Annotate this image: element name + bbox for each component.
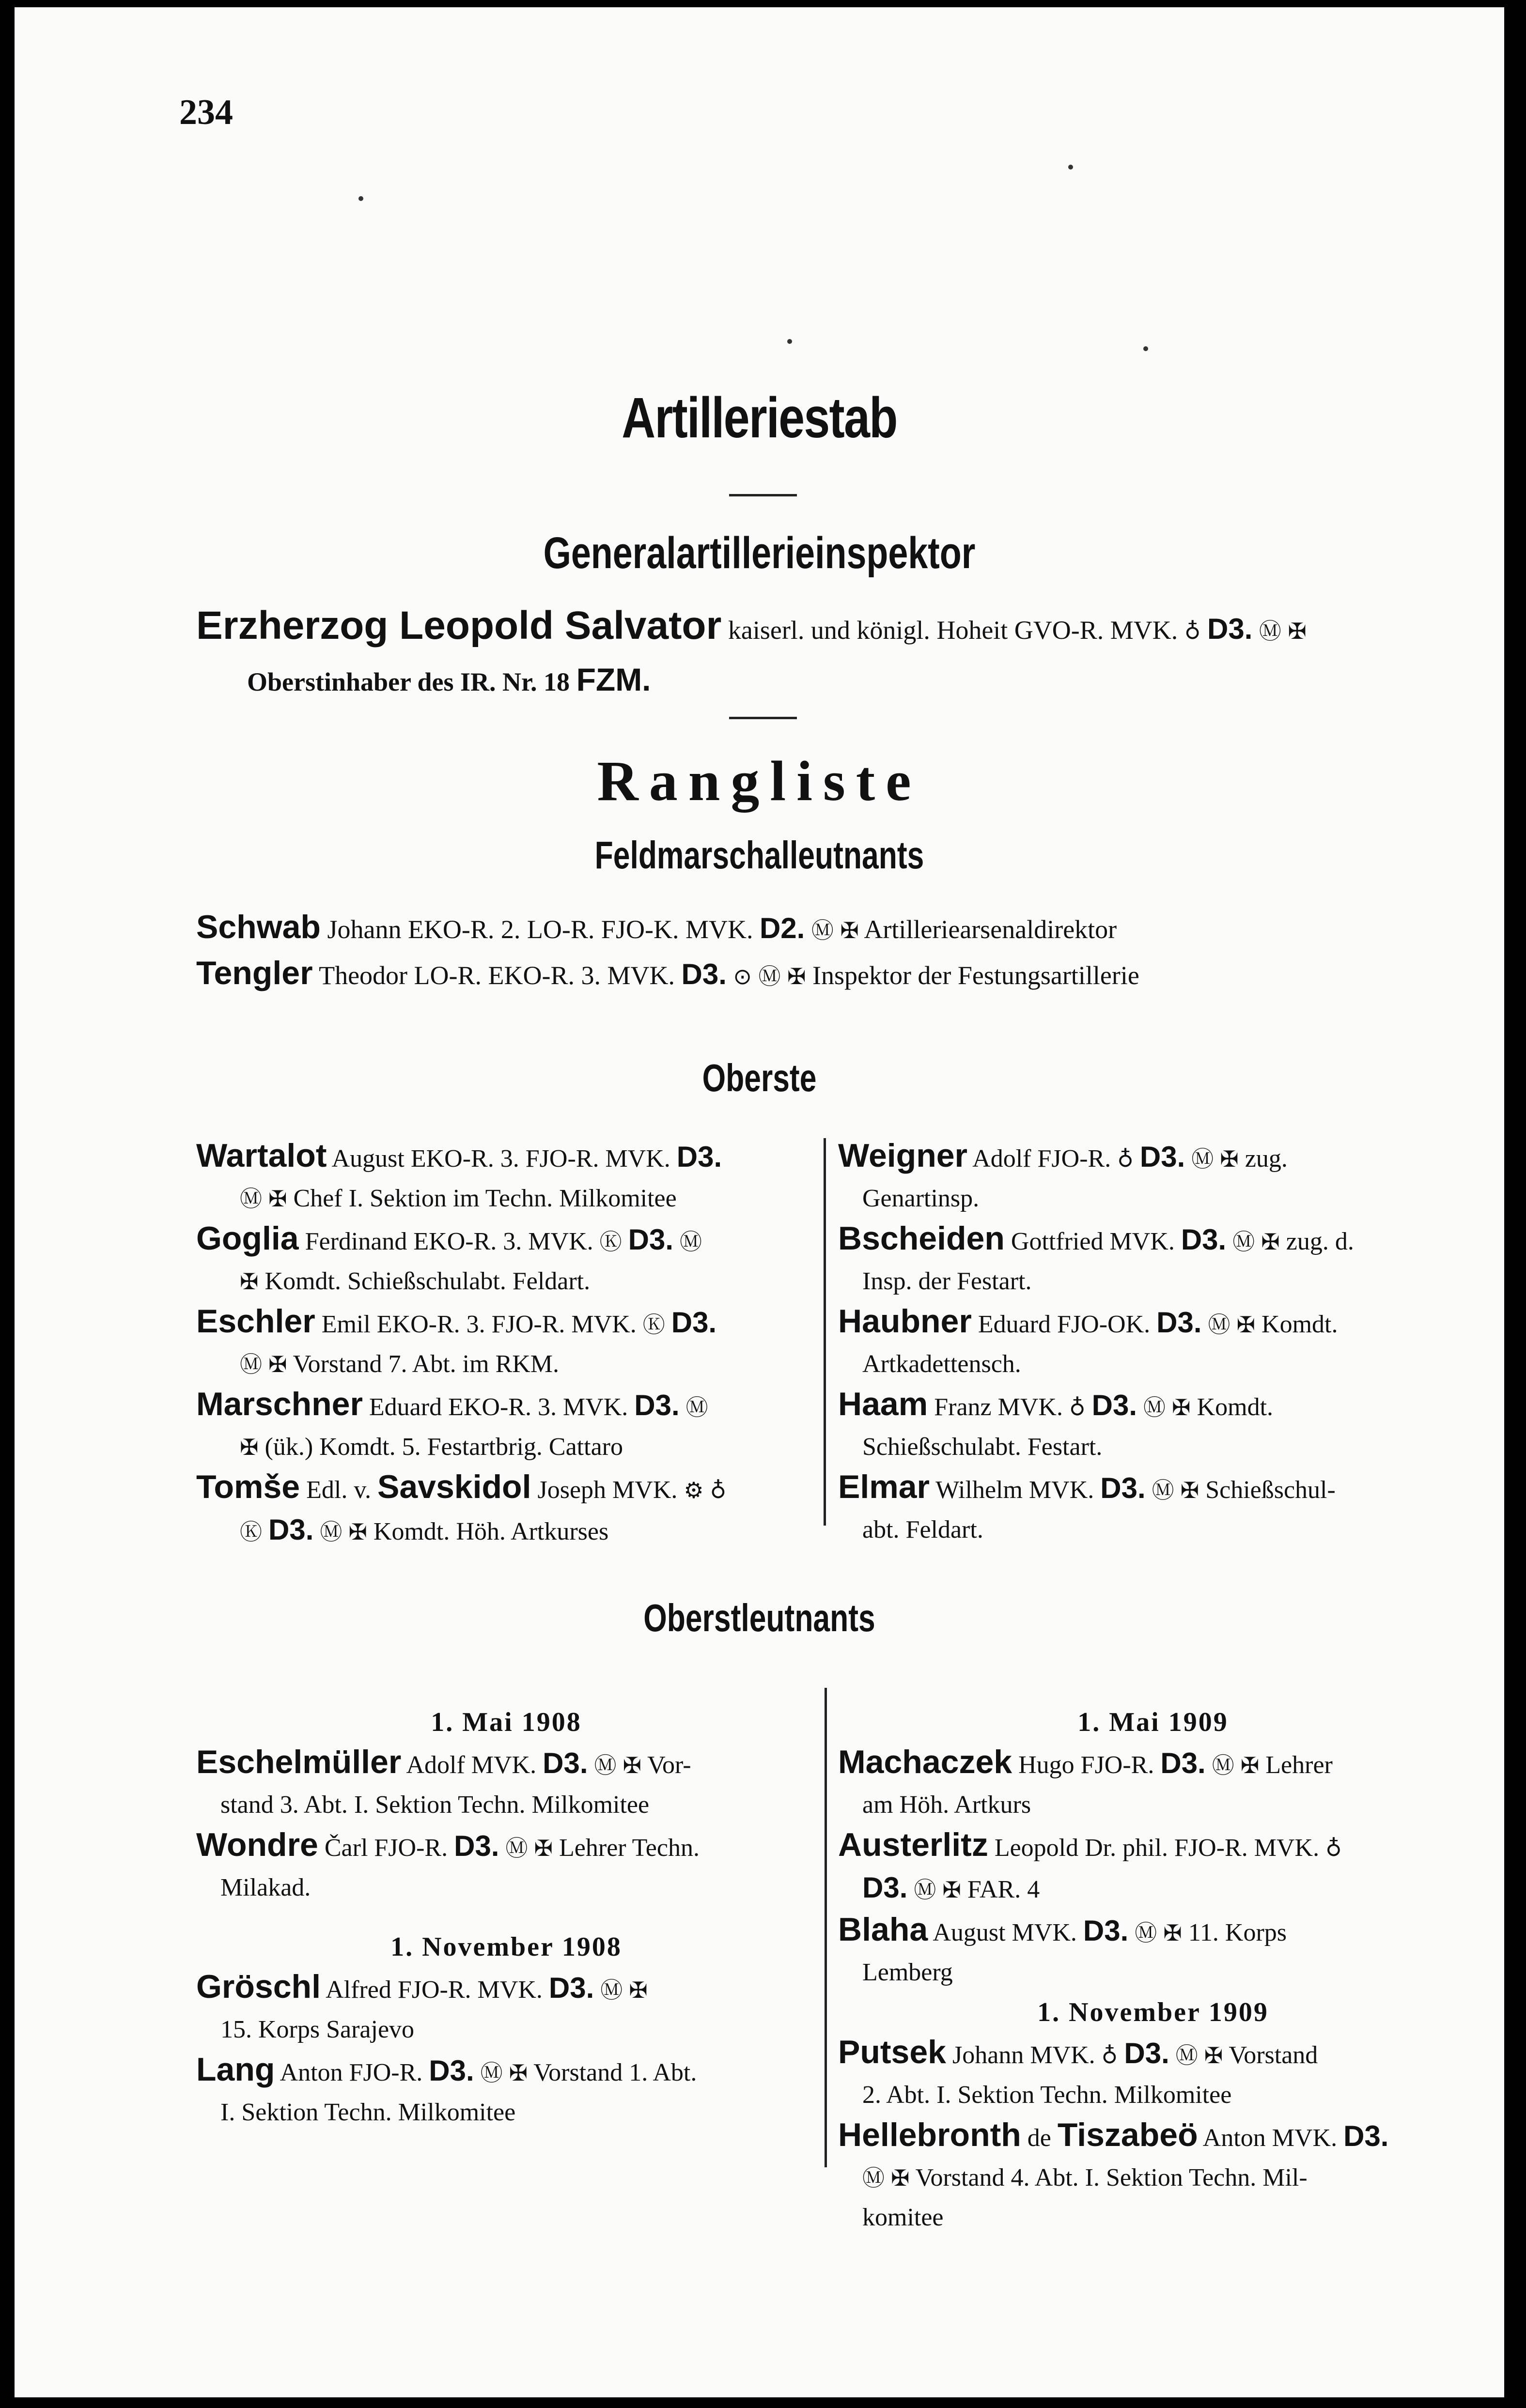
- post: Komdt.: [1261, 1311, 1338, 1338]
- class-d: D3.: [454, 1830, 499, 1862]
- post: Vorstand 1. Abt.: [533, 2059, 697, 2086]
- seniority-date: 1. Mai 1909: [1077, 1707, 1229, 1737]
- officer-name: Haubner: [838, 1303, 972, 1340]
- page-title: Artilleriestab: [622, 386, 897, 450]
- name-particle: Edl. v.: [306, 1476, 371, 1504]
- medal-m-icon: Ⓜ: [1175, 2042, 1198, 2068]
- oberstleutnant-entry: [196, 1967, 816, 2010]
- double-ring-icon: ⚙: [684, 1477, 704, 1503]
- cross-icon: ✠: [840, 917, 859, 943]
- medal-m-icon: Ⓜ: [594, 1752, 617, 1778]
- ring-icon: ♁: [1101, 2042, 1118, 2068]
- decorations: August EKO-R. 3. FJO-R. MVK.: [331, 1145, 670, 1173]
- oberst-entry: [838, 1384, 1468, 1427]
- decorations: Ferdinand EKO-R. 3. MVK.: [305, 1228, 593, 1255]
- decorations: Čarl FJO-R.: [324, 1834, 448, 1862]
- officer-name: Weigner: [838, 1137, 968, 1174]
- class-d: D3.: [1160, 1747, 1206, 1779]
- officer-name: Lang: [196, 2051, 275, 2088]
- post: zug.: [1245, 1145, 1288, 1173]
- medal-m-icon: Ⓜ: [1135, 1920, 1157, 1946]
- medal-m-icon: Ⓜ: [505, 1835, 528, 1861]
- post: zug. d.: [1286, 1228, 1354, 1255]
- name-particle: de: [1027, 2124, 1051, 2152]
- medal-m-icon: Ⓜ: [1232, 1229, 1255, 1255]
- decorations: August MVK.: [933, 1919, 1077, 1946]
- ring-icon: ♁: [1069, 1394, 1086, 1420]
- officer-name: Tomše: [196, 1468, 300, 1505]
- medal-m-icon: Ⓜ: [1143, 1394, 1166, 1420]
- decorations: Hugo FJO-R.: [1018, 1751, 1154, 1779]
- officer-name: Gröschl: [196, 1968, 321, 2005]
- officer-name: Schwab: [196, 909, 321, 945]
- decorations: LO-R. EKO-R. 3. MVK.: [414, 961, 675, 990]
- post: Artilleriearsenaldirektor: [864, 915, 1117, 944]
- medal-m-icon: Ⓜ: [1191, 1146, 1214, 1172]
- oberst-entry: [196, 1301, 816, 1344]
- cross-icon: ✠: [1288, 618, 1307, 644]
- oberstleutnant-entry: [196, 1825, 816, 1868]
- cross-icon: ✠: [1180, 1477, 1199, 1503]
- oberst-entry-cont: [196, 1344, 816, 1384]
- post: Inspektor der Festungsartillerie: [812, 961, 1139, 990]
- cross-icon: ✠: [623, 1752, 642, 1778]
- cross-icon: ✠: [240, 1268, 259, 1295]
- officer-name: Austerlitz: [838, 1826, 988, 1863]
- officer-name: Putsek: [838, 2034, 946, 2070]
- decorations: Anton FJO-R.: [280, 2059, 423, 2086]
- class-d: D3.: [1139, 1141, 1185, 1173]
- officer-name: Wondre: [196, 1826, 318, 1863]
- oberst-entry-cont: [196, 1179, 816, 1219]
- oberstleutnant-entry: [838, 2115, 1468, 2158]
- oberstleutnants-left-column: [196, 1702, 816, 2132]
- class-d: D3.: [548, 1972, 594, 2004]
- seniority-date: 1. November 1909: [1037, 1997, 1269, 2027]
- officer-name: Hellebronth: [838, 2116, 1021, 2153]
- oberstleutnant-entry-cont: 15. Korps Sarajevo: [220, 2016, 415, 2043]
- oberstleutnant-entry-cont: [838, 2158, 1468, 2198]
- medal-m-icon: Ⓜ: [240, 1351, 262, 1377]
- decorations: Alfred FJO-R. MVK.: [326, 1976, 543, 2004]
- divider: [729, 494, 797, 496]
- oberst-entry-cont: [196, 1510, 816, 1552]
- oberst-entry: [196, 1467, 816, 1510]
- given-name: Johann: [327, 915, 402, 944]
- class-d: D3.: [543, 1747, 588, 1779]
- officer-name: Eschler: [196, 1303, 315, 1340]
- class-d: D3.: [676, 1141, 722, 1173]
- oberste-left-column: [196, 1136, 816, 1552]
- oberstleutnant-entry-cont: Lemberg: [862, 1959, 953, 1986]
- medal-m-icon: Ⓜ: [758, 963, 781, 989]
- post: Lehrer: [1265, 1751, 1333, 1779]
- column-divider: [825, 1688, 827, 2167]
- post: Schießschul-: [1205, 1476, 1336, 1504]
- officer-predicate: Savskidol: [377, 1468, 531, 1505]
- oberst-entry-cont: [196, 1427, 816, 1467]
- fml-entry: [196, 954, 1139, 992]
- oberste-right-column: [838, 1136, 1468, 1550]
- medal-k-icon: Ⓚ: [642, 1312, 665, 1338]
- class-d: D3.: [1343, 2120, 1389, 2152]
- medal-m-icon: Ⓜ: [320, 1519, 343, 1545]
- oberstleutnant-entry-cont: 2. Abt. I. Sektion Techn. Milkomitee: [862, 2081, 1232, 2109]
- oberst-entry: [838, 1301, 1468, 1344]
- oberst-entry: [838, 1467, 1468, 1510]
- cross-icon: ✠: [1172, 1394, 1191, 1420]
- medal-m-icon: Ⓜ: [685, 1394, 708, 1420]
- generalinspektor-details: kaiserl. und königl. Hoheit GVO-R. MVK.: [728, 616, 1178, 645]
- cross-icon: ✠: [1163, 1920, 1182, 1946]
- class-d: D3.: [671, 1306, 717, 1339]
- oberst-entry: [838, 1219, 1468, 1262]
- cross-icon: ✠: [629, 1977, 648, 2003]
- decorations: Anton MVK.: [1202, 2124, 1338, 2152]
- post: 11. Korps: [1188, 1919, 1287, 1946]
- fml-heading: Feldmarschalleutnants: [594, 834, 924, 877]
- class-d: D3.: [1083, 1914, 1129, 1947]
- medal-k-icon: Ⓚ: [240, 1519, 262, 1545]
- medal-m-icon: Ⓜ: [811, 917, 834, 943]
- decorations: Eduard FJO-OK.: [978, 1311, 1151, 1338]
- post: Lehrer Techn.: [559, 1834, 700, 1862]
- officer-name: Machaczek: [838, 1744, 1012, 1780]
- generalinspektor-rank: FZM.: [576, 662, 651, 697]
- cross-icon: ✠: [240, 1434, 259, 1460]
- oberstleutnant-entry: [838, 1742, 1468, 1785]
- oberstleutnant-entry-cont: Milakad.: [220, 1874, 311, 1901]
- cross-icon: ✠: [1220, 1146, 1239, 1172]
- oberst-entry-cont: Insp. der Festart.: [862, 1267, 1032, 1295]
- oberstleutnant-entry: [838, 1910, 1468, 1953]
- class-d: D3.: [268, 1513, 314, 1546]
- medal-m-icon: Ⓜ: [680, 1229, 702, 1255]
- oberstleutnant-entry-cont: stand 3. Abt. I. Sektion Techn. Milkomitee: [220, 1791, 650, 1819]
- post: Vorstand 7. Abt. im RKM.: [293, 1350, 560, 1378]
- decorations: Gottfried MVK.: [1011, 1228, 1175, 1255]
- oberste-heading: Oberste: [702, 1056, 817, 1099]
- medal-m-icon: Ⓜ: [1212, 1752, 1234, 1778]
- oberstleutnant-entry: [196, 1742, 816, 1785]
- generalinspektor-inhaber: Oberstinhaber des IR. Nr. 18: [247, 667, 570, 696]
- oberst-entry-cont: Genartinsp.: [862, 1185, 980, 1212]
- oberstleutnant-entry-cont: am Höh. Artkurs: [862, 1791, 1031, 1819]
- cross-icon: ✠: [348, 1519, 367, 1545]
- officer-name: Blaha: [838, 1911, 928, 1948]
- officer-name: Marschner: [196, 1386, 363, 1422]
- oberstleutnants-heading: Oberstleutnants: [643, 1596, 875, 1639]
- medal-m-icon: Ⓜ: [862, 2165, 885, 2191]
- decorations: Emil EKO-R. 3. FJO-R. MVK.: [321, 1311, 637, 1338]
- medal-m-icon: Ⓜ: [240, 1186, 262, 1212]
- generalinspektor-heading: Generalartillerieinspektor: [543, 528, 976, 578]
- medal-m-icon: Ⓜ: [1259, 618, 1281, 644]
- oberstleutnant-entry-cont: komitee: [862, 2204, 944, 2231]
- generalinspektor-name: Erzherzog Leopold Salvator: [196, 603, 722, 648]
- cross-icon: ✠: [534, 1835, 553, 1861]
- officer-name: Wartalot: [196, 1137, 327, 1174]
- cross-icon: ✠: [1236, 1312, 1256, 1338]
- cross-icon: ✠: [942, 1877, 961, 1903]
- circle-icon: ⊙: [733, 963, 752, 989]
- decorations: Johann MVK.: [952, 2041, 1095, 2069]
- post: Vorstand 4. Abt. I. Sektion Techn. Mil-: [915, 2164, 1308, 2192]
- medal-m-icon: Ⓜ: [480, 2060, 503, 2086]
- officer-name: Bscheiden: [838, 1220, 1005, 1257]
- medal-m-icon: Ⓜ: [600, 1977, 623, 2003]
- officer-name: Eschelmüller: [196, 1744, 402, 1780]
- medal-m-icon: Ⓜ: [1208, 1312, 1230, 1338]
- cross-icon: ✠: [1261, 1229, 1280, 1255]
- rangliste-heading: Rangliste: [597, 749, 922, 813]
- decorations: Wilhelm MVK.: [935, 1476, 1094, 1504]
- oberstleutnant-entry: [838, 2032, 1468, 2075]
- post: Komdt. Schießschulabt. Feldart.: [265, 1267, 591, 1295]
- seniority-date: 1. Mai 1908: [431, 1707, 582, 1737]
- class-d: D3.: [862, 1871, 908, 1904]
- cross-icon: ✠: [1240, 1752, 1260, 1778]
- ring-icon: ♁: [1325, 1835, 1342, 1861]
- class-d: D3.: [681, 958, 727, 990]
- cross-icon: ✠: [891, 2165, 910, 2191]
- ring-icon: ♁: [1117, 1146, 1134, 1172]
- oberst-entry-cont: Schießschulabt. Festart.: [862, 1433, 1103, 1461]
- oberst-entry-cont: [196, 1262, 816, 1301]
- oberstleutnants-right-column: [838, 1702, 1468, 2238]
- class-d: D3.: [429, 2054, 474, 2087]
- page-number: 234: [179, 93, 233, 132]
- medal-m-icon: Ⓜ: [1152, 1477, 1174, 1503]
- oberst-entry-cont: Artkadettensch.: [862, 1350, 1021, 1378]
- class-d: D3.: [1100, 1472, 1146, 1504]
- generalinspektor-line1: [196, 603, 1307, 648]
- officer-name: Goglia: [196, 1220, 299, 1257]
- oberstleutnant-entry-cont: I. Sektion Techn. Milkomitee: [220, 2099, 516, 2126]
- post: FAR. 4: [967, 1876, 1040, 1903]
- officer-name: Haam: [838, 1386, 928, 1422]
- post: Chef I. Sektion im Techn. Milkomitee: [293, 1185, 677, 1212]
- oberst-entry: [196, 1384, 816, 1427]
- decorations: Leopold Dr. phil. FJO-R. MVK.: [994, 1834, 1320, 1862]
- medal-m-icon: Ⓜ: [914, 1877, 936, 1903]
- cross-icon: ✠: [268, 1351, 287, 1377]
- document-page: [15, 7, 1504, 2397]
- post: Vorstand: [1229, 2041, 1318, 2069]
- decorations: Franz MVK.: [934, 1393, 1063, 1421]
- ring-icon: ♁: [710, 1477, 727, 1503]
- post: Komdt.: [1197, 1393, 1274, 1421]
- class-d: D3.: [1124, 2037, 1169, 2069]
- decorations: Adolf FJO-R.: [972, 1145, 1111, 1173]
- cross-icon: ✠: [268, 1186, 287, 1212]
- generalinspektor-line2: [247, 661, 651, 698]
- officer-predicate: Tiszabeö: [1057, 2116, 1198, 2153]
- oberst-entry-cont: abt. Feldart.: [862, 1516, 983, 1544]
- speck: [358, 196, 363, 201]
- post: Vor-: [647, 1751, 691, 1779]
- officer-name: Elmar: [838, 1468, 930, 1505]
- class-d: D2.: [759, 912, 805, 944]
- oberst-entry: [838, 1136, 1468, 1179]
- oberst-entry: [196, 1219, 816, 1262]
- class-d: D3.: [1091, 1389, 1137, 1421]
- oberstleutnant-entry: [196, 2050, 816, 2093]
- oberstleutnant-entry-cont: [838, 1868, 1468, 1910]
- cross-icon: ✠: [1204, 2042, 1223, 2068]
- decorations: Joseph MVK.: [537, 1476, 678, 1504]
- speck: [787, 339, 792, 344]
- class-d: D3.: [1181, 1223, 1227, 1256]
- cross-icon: ✠: [787, 963, 806, 989]
- cross-icon: ✠: [509, 2060, 528, 2086]
- oberstleutnant-entry: [838, 1825, 1468, 1868]
- medal-k-icon: Ⓚ: [599, 1229, 622, 1255]
- divider: [729, 717, 797, 719]
- class-d: D3.: [634, 1389, 680, 1421]
- column-divider: [824, 1138, 826, 1526]
- post: Komdt. Höh. Artkurses: [373, 1518, 609, 1545]
- class-d3: D3.: [1207, 613, 1253, 645]
- ring-icon: ♁: [1184, 618, 1201, 644]
- decorations: EKO-R. 2. LO-R. FJO-K. MVK.: [407, 915, 753, 944]
- fml-entry: [196, 908, 1117, 946]
- seniority-date: 1. November 1908: [390, 1932, 622, 1962]
- given-name: Theodor: [319, 961, 408, 990]
- class-d: D3.: [628, 1223, 674, 1256]
- oberst-entry: [196, 1136, 816, 1179]
- post: (ük.) Komdt. 5. Festartbrig. Cattaro: [265, 1433, 623, 1461]
- speck: [1068, 165, 1073, 170]
- decorations: Adolf MVK.: [406, 1751, 537, 1779]
- speck: [1143, 346, 1148, 351]
- decorations: Eduard EKO-R. 3. MVK.: [369, 1393, 628, 1421]
- class-d: D3.: [1156, 1306, 1202, 1339]
- officer-name: Tengler: [196, 955, 313, 991]
